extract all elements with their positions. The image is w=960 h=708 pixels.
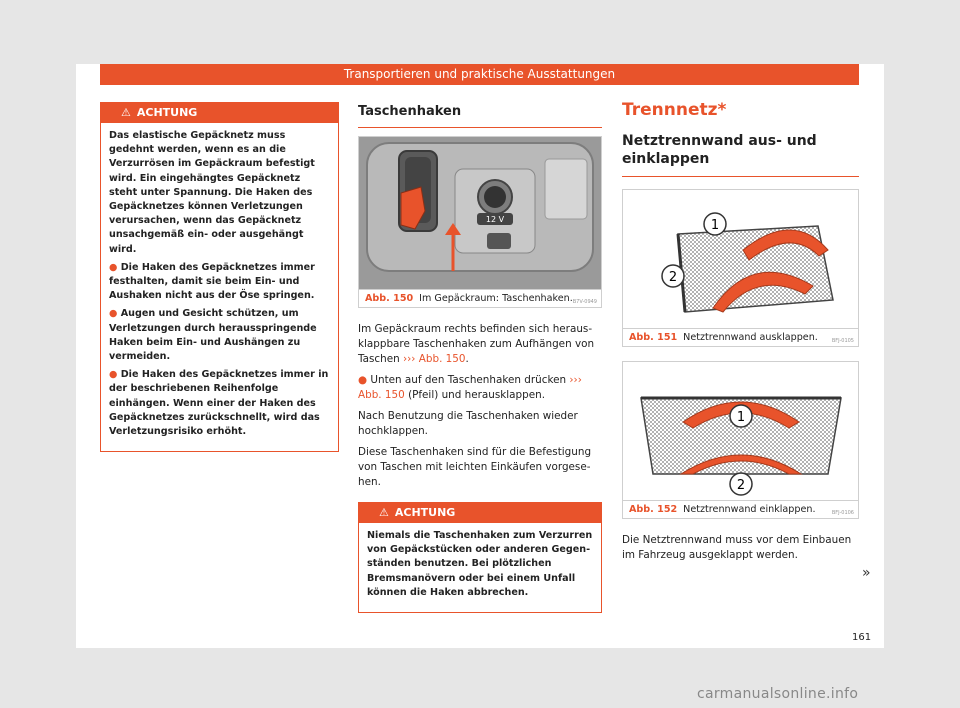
watermark: carmanualsonline.info — [697, 686, 859, 702]
socket-12v-label: 12 V — [485, 215, 505, 224]
figure-151 — [622, 189, 859, 347]
warning-triangle-icon: ⚠ — [121, 106, 131, 119]
figure-152 — [622, 361, 859, 519]
netztrennwand-ausklappen-illustration — [623, 190, 858, 328]
chapter-title: Trennnetz* — [622, 100, 727, 120]
bullet-icon: ● — [109, 261, 121, 273]
figure-caption: Abb. 151 Netztrennwand ausklappen. — [623, 328, 858, 346]
paragraph: Die Netztrennwand muss vor dem Einbauen im Fahrzeug ausgeklappt werden. — [622, 534, 852, 561]
figure-link[interactable]: ››› Abb. 150 — [358, 374, 582, 401]
warning-body: Niemals die Taschenhaken zum Verzurren von Gepäckstücken oder anderen Gegenständen benutzen. Bei plötzlichen Bremsmanövern oder bei einem Unfall können die Haken abbrechen. — [367, 530, 593, 598]
warning-body — [101, 123, 338, 451]
taschenhaken-illustration — [359, 137, 601, 289]
step-number-1: 1 — [710, 218, 720, 233]
bullet-icon: ● — [358, 374, 371, 386]
step-number-2: 2 — [736, 478, 746, 493]
page-header: Transportieren und praktische Ausstattungen — [100, 64, 859, 85]
paragraph: Diese Taschenhaken sind für die Befestigung von Taschen mit leichten Einkäufen vorgesehen. — [358, 446, 592, 488]
figure-id: BFJ-0105 — [831, 338, 854, 344]
warning-bullet: ● Die Haken des Gepäcknetzes immer in der beschriebenen Reihenfolge einhängen. Wenn einer der Haken des Gepäcknetzes zurückschnellt, wird das Verletzungsrisiko erhöht. — [109, 369, 329, 438]
right-column — [622, 100, 859, 569]
warning-box-taschenhaken — [358, 502, 602, 613]
warning-heading: ⚠ ACHTUNG — [359, 503, 601, 523]
bullet-icon: ● — [109, 369, 121, 381]
bullet-item: ● Unten auf den Taschenhaken drücken ››› Abb. 150 (Pfeil) und herausklappen. — [358, 374, 582, 401]
paragraph: Im Gepäckraum rechts befinden sich herausklappbare Taschenhaken zum Aufhängen von Taschen ››› Abb. 150. — [358, 323, 595, 365]
warning-triangle-icon: ⚠ — [379, 506, 389, 519]
warning-bullet: ● Augen und Gesicht schützen, um Verletzungen durch herausspringende Haken beim Ein- und Aushängen zu vermeiden. — [109, 308, 317, 363]
figure-caption: Abb. 152 Netztrennwand einklappen. — [623, 500, 858, 518]
middle-column — [358, 100, 602, 613]
step-number-2: 2 — [668, 270, 678, 285]
netztrennwand-einklappen-illustration — [623, 362, 858, 500]
bullet-icon: ● — [109, 308, 121, 320]
paragraph: Nach Benutzung die Taschenhaken wieder hochklappen. — [358, 410, 578, 437]
figure-id: B7V-0949 — [572, 299, 597, 305]
warning-heading: ⚠ ACHTUNG — [101, 103, 338, 123]
figure-link[interactable]: ››› Abb. 150 — [403, 353, 466, 365]
warning-intro: Das elastische Gepäcknetz muss gedehnt werden, wenn es an die Verzurrösen im Gepäckraum befestigt wird. Ein eingehängtes Gepäcknetz steht unter Spannung. Die Haken des Gepäcknetzes können Verletzungen verursachen, wenn das Gepäcknetz unsachgemäß ein- oder ausgehängt wird. — [109, 130, 315, 255]
figure-150 — [358, 136, 602, 308]
warning-bullet: ● Die Haken des Gepäcknetzes immer festhalten, damit sie beim Ein- und Aushaken nicht aus der Öse springen. — [109, 261, 315, 302]
figure-caption: Abb. 150 Im Gepäckraum: Taschenhaken. — [359, 289, 601, 307]
continue-mark: » — [862, 565, 871, 581]
step-number-1: 1 — [736, 410, 746, 425]
figure-id: BFJ-0106 — [831, 510, 854, 516]
section-heading-taschenhaken: Taschenhaken — [358, 104, 462, 119]
page-number: 161 — [852, 632, 872, 643]
warning-box-gepaecknetz — [100, 102, 339, 452]
section-heading-netztrennwand: Netztrennwand aus- und einklappen — [622, 133, 817, 167]
